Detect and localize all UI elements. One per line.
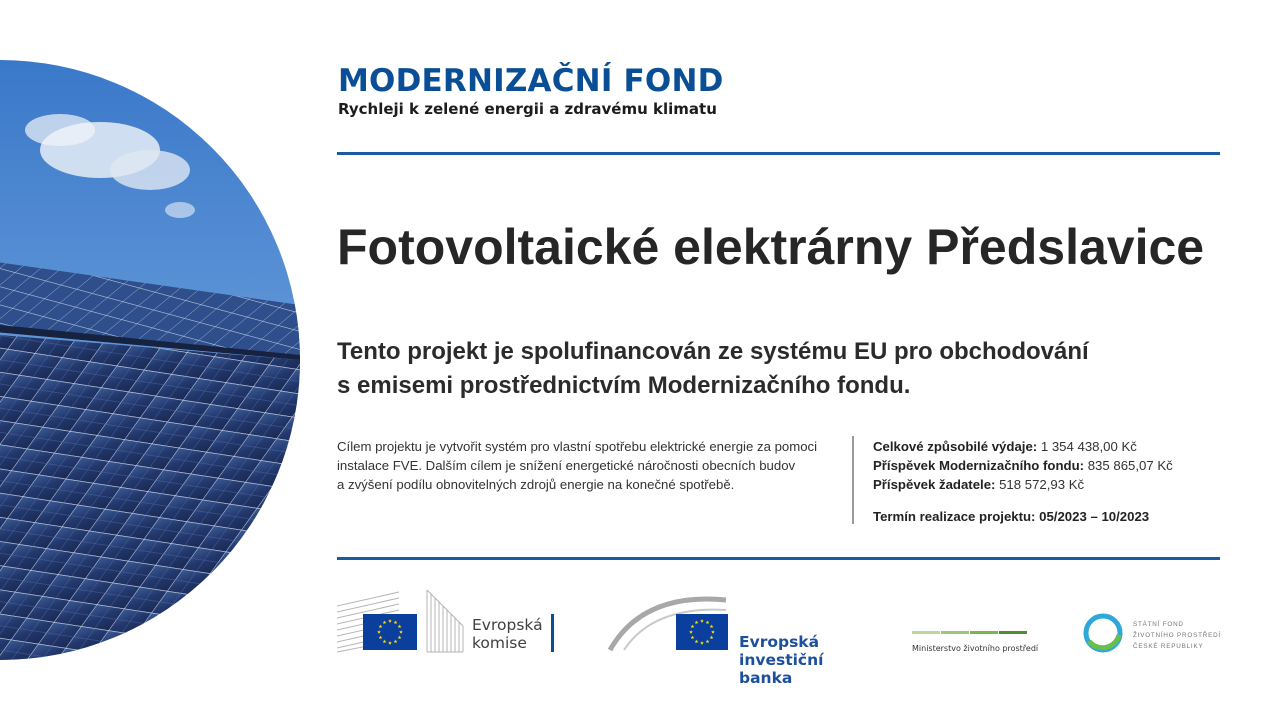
eib-name-line: Evropská [739, 633, 820, 651]
european-commission-logo [337, 588, 543, 659]
eib-arch-icon [608, 592, 733, 652]
applicant-contribution-row [873, 475, 1173, 494]
applicant-contribution-value: 518 572,93 Kč [999, 477, 1085, 492]
sfzp-name-line: ŽIVOTNÍHO PROSTŘEDÍ [1133, 632, 1221, 639]
fund-contribution-row [873, 456, 1173, 475]
eib-name-line: investiční banka [739, 651, 824, 687]
solar-panels-image [0, 60, 300, 660]
description-line: instalace FVE. Dalším cílem je snížení energetické náročnosti obecních budov [337, 458, 796, 473]
sfzp-circle-icon [1083, 613, 1123, 653]
ec-name [472, 616, 543, 652]
project-description [337, 437, 832, 494]
fund-contribution-value: 835 865,07 Kč [1087, 458, 1173, 473]
brand-title: MODERNIZAČNÍ FOND [338, 63, 724, 99]
brand-header [338, 64, 724, 118]
european-commission-icon [337, 588, 472, 654]
project-subtitle-line: s emisemi prostřednictvím Modernizačního fondu. [337, 372, 911, 399]
total-costs-value: 1 354 438,00 Kč [1040, 439, 1137, 454]
applicant-contribution-label: Příspěvek žadatele: [873, 477, 996, 492]
total-costs-label: Celkové způsobilé výdaje: [873, 439, 1038, 454]
ministry-environment-logo [912, 622, 1038, 653]
ministry-name: Ministerstvo životního prostředí [912, 644, 1039, 653]
description-line: a zvýšení podílu obnovitelných zdrojů energie na konečné spotřebě. [337, 477, 735, 492]
eib-name [739, 633, 823, 687]
eib-logo [608, 592, 824, 687]
partner-logos [0, 580, 1280, 687]
description-line: Cílem projektu je vytvořit systém pro vlastní spotřebu elektrické energie za pomoci [337, 439, 818, 454]
cost-summary [873, 437, 1173, 526]
ec-name-line: Evropská [472, 616, 543, 634]
project-title: Fotovoltaické elektrárny Předslavice [337, 219, 1205, 275]
total-costs-row [873, 437, 1173, 456]
vertical-divider [852, 436, 854, 524]
ec-name-line: komise [472, 634, 527, 652]
fund-contribution-label: Příspěvek Modernizačního fondu: [873, 458, 1085, 473]
ec-accent-bar [551, 614, 554, 652]
sfzp-name-line: ČESKÉ REPUBLIKY [1133, 643, 1204, 650]
project-term: Termín realizace projektu: 05/2023 – 10/2023 [873, 509, 1150, 524]
project-subtitle [337, 335, 1217, 403]
top-divider [337, 152, 1220, 155]
state-environmental-fund-logo [1083, 613, 1221, 658]
bottom-divider [337, 557, 1220, 560]
sfzp-name [1133, 619, 1221, 652]
ministry-stripes-icon [912, 631, 1027, 635]
solar-panels-icon [0, 60, 300, 660]
project-subtitle-line: Tento projekt je spolufinancován ze systému EU pro obchodování [337, 338, 1089, 365]
brand-subtitle: Rychleji k zelené energii a zdravému klimatu [338, 100, 717, 118]
sfzp-name-line: STÁTNÍ FOND [1133, 621, 1184, 628]
